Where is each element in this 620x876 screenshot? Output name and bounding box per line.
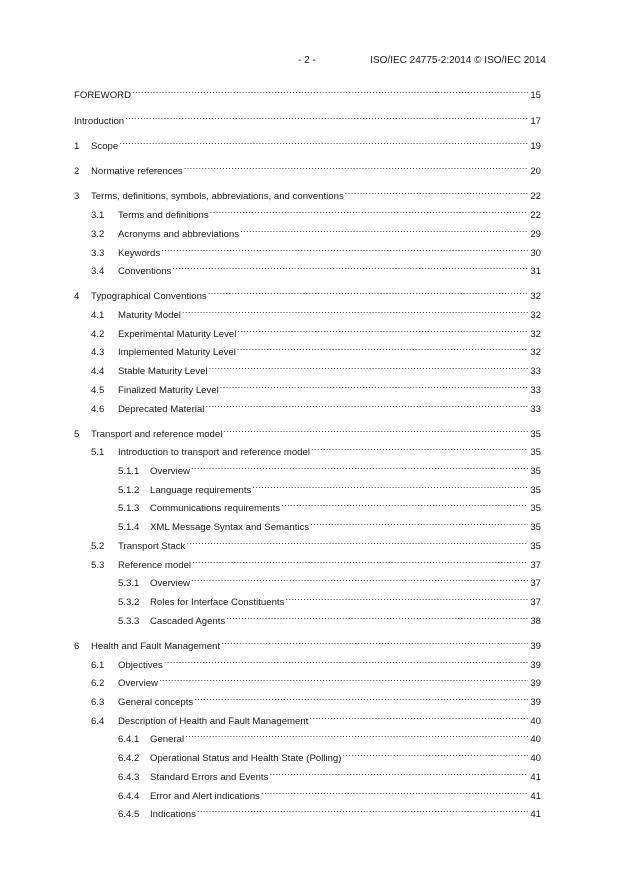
standard-designation: ISO/IEC 24775-2:2014 © ISO/IEC 2014 <box>370 55 546 66</box>
toc-entry-page: 41 <box>530 809 541 820</box>
toc-entry-title: Transport and reference model <box>91 429 223 440</box>
toc-entry[interactable] <box>91 654 541 671</box>
toc-entry-page: 35 <box>530 429 541 440</box>
toc-entry-page: 39 <box>530 641 541 652</box>
toc-entry-title: Operational Status and Health State (Polling) <box>150 753 342 764</box>
toc-entry-page: 35 <box>530 503 541 514</box>
toc-entry-number: 4.3 <box>91 347 105 358</box>
toc-entry-page: 35 <box>530 522 541 533</box>
toc-entry-page: 19 <box>530 141 541 152</box>
toc-leader <box>269 766 528 780</box>
toc-leader <box>184 160 528 174</box>
toc-leader <box>185 728 528 742</box>
toc-leader <box>237 323 528 337</box>
toc-entry[interactable] <box>91 242 541 259</box>
toc-entry-number: 2 <box>74 166 80 177</box>
toc-entry-page: 41 <box>530 772 541 783</box>
toc-entry-number: 5.1.1 <box>118 466 140 477</box>
toc-entry[interactable] <box>91 304 541 321</box>
toc-entry-number: 6.4.5 <box>118 809 140 820</box>
toc-entry-title: Overview <box>118 678 158 689</box>
toc-entry[interactable] <box>118 766 541 783</box>
toc-entry-page: 29 <box>530 229 541 240</box>
toc-entry[interactable] <box>91 398 541 415</box>
toc-entry[interactable] <box>74 110 541 127</box>
toc-entry-title: Description of Health and Fault Management <box>118 716 309 727</box>
toc-entry[interactable] <box>91 554 541 571</box>
toc-entry-page: 17 <box>530 116 541 127</box>
toc-entry[interactable] <box>74 423 541 440</box>
toc-entry-number: 5.1 <box>91 447 105 458</box>
toc-entry[interactable] <box>118 460 541 477</box>
toc-leader <box>220 379 528 393</box>
toc-entry-title: Stable Maturity Level <box>118 366 208 377</box>
toc-entry-page: 38 <box>530 616 541 627</box>
toc-entry-title: Roles for Interface Constituents <box>150 597 285 608</box>
toc-entry-title: Overview <box>150 578 190 589</box>
toc-leader <box>208 285 528 299</box>
toc-entry-title: Health and Fault Management <box>91 641 221 652</box>
toc-leader <box>281 497 528 511</box>
toc-leader <box>172 260 528 274</box>
toc-leader <box>345 185 528 199</box>
toc-leader <box>119 135 528 149</box>
toc-leader <box>311 441 528 455</box>
toc-leader <box>210 204 528 218</box>
toc-entry-number: 5.1.4 <box>118 522 140 533</box>
toc-entry-page: 40 <box>530 753 541 764</box>
toc-entry[interactable] <box>74 84 541 101</box>
toc-entry-page: 37 <box>530 597 541 608</box>
toc-leader <box>209 360 528 374</box>
toc-entry[interactable] <box>91 379 541 396</box>
toc-entry-page: 32 <box>530 347 541 358</box>
toc-entry-title: Deprecated Material <box>118 404 205 415</box>
toc-entry[interactable] <box>118 803 541 820</box>
toc-entry-number: 6.4.3 <box>118 772 140 783</box>
toc-entry[interactable] <box>74 635 541 652</box>
toc-entry-title: Keywords <box>118 248 161 259</box>
toc-entry-title: Error and Alert indications <box>150 791 260 802</box>
toc-entry[interactable] <box>91 710 541 727</box>
toc-leader <box>159 672 528 686</box>
toc-leader <box>182 304 528 318</box>
toc-entry-page: 40 <box>530 734 541 745</box>
toc-leader <box>285 591 528 605</box>
toc-entry-title: General <box>150 734 185 745</box>
toc-leader <box>132 84 528 98</box>
toc-leader <box>191 572 528 586</box>
toc-entry-page: 22 <box>530 191 541 202</box>
toc-entry-page: 40 <box>530 716 541 727</box>
toc-entry[interactable] <box>118 516 541 533</box>
toc-entry[interactable] <box>91 204 541 221</box>
toc-entry-number: 4.6 <box>91 404 105 415</box>
toc-entry-page: 15 <box>530 90 541 101</box>
toc-entry-page: 39 <box>530 660 541 671</box>
toc-entry-page: 35 <box>530 466 541 477</box>
toc-entry-title: Maturity Model <box>118 310 181 321</box>
toc-leader <box>125 110 528 124</box>
toc-leader <box>191 460 528 474</box>
toc-leader <box>186 535 528 549</box>
toc-entry-number: 3 <box>74 191 80 202</box>
toc-entry-page: 32 <box>530 310 541 321</box>
toc-entry[interactable] <box>91 691 541 708</box>
toc-leader <box>226 610 528 624</box>
toc-leader <box>205 398 528 412</box>
toc-entry-number: 6 <box>74 641 80 652</box>
toc-entry-number: 3.1 <box>91 210 105 221</box>
toc-entry-page: 39 <box>530 678 541 689</box>
toc-entry[interactable] <box>91 323 541 340</box>
toc-entry-title: Introduction to transport and reference model <box>118 447 310 458</box>
page-header <box>0 55 620 71</box>
toc-entry-page: 32 <box>530 291 541 302</box>
toc-entry-number: 4.1 <box>91 310 105 321</box>
toc-entry-number: 4.2 <box>91 329 105 340</box>
toc-entry-title: Language requirements <box>150 485 252 496</box>
toc-entry-page: 22 <box>530 210 541 221</box>
toc-leader <box>161 242 528 256</box>
toc-entry-page: 20 <box>530 166 541 177</box>
toc-leader <box>310 516 528 530</box>
toc-entry-page: 33 <box>530 404 541 415</box>
toc-entry-number: 6.4.1 <box>118 734 140 745</box>
toc-entry-title: Experimental Maturity Level <box>118 329 237 340</box>
toc-entry-page: 32 <box>530 329 541 340</box>
toc-entry-number: 4.4 <box>91 366 105 377</box>
toc-entry[interactable] <box>91 360 541 377</box>
toc-leader <box>194 691 528 705</box>
toc-entry[interactable] <box>118 572 541 589</box>
toc-entry-title: Cascaded Agents <box>150 616 226 627</box>
toc-entry[interactable] <box>118 728 541 745</box>
toc-entry[interactable] <box>91 223 541 240</box>
toc-entry-number: 3.2 <box>91 229 105 240</box>
toc-leader <box>261 785 528 799</box>
toc-entry[interactable] <box>74 285 541 302</box>
toc-entry[interactable] <box>91 260 541 277</box>
toc-entry[interactable] <box>74 160 541 177</box>
toc-entry-number: 5.1.2 <box>118 485 140 496</box>
toc-entry[interactable] <box>118 610 541 627</box>
toc-entry-title: Terms, definitions, symbols, abbreviations, and conventions <box>91 191 344 202</box>
toc-entry-number: 5.2 <box>91 541 105 552</box>
toc-entry[interactable] <box>118 785 541 802</box>
page-number: - 2 - <box>298 55 316 66</box>
toc-entry[interactable] <box>74 185 541 202</box>
toc-leader <box>221 635 528 649</box>
toc-entry-number: 3.4 <box>91 266 105 277</box>
toc-entry-page: 37 <box>530 560 541 571</box>
toc-entry-number: 6.4 <box>91 716 105 727</box>
toc-entry-number: 6.4.4 <box>118 791 140 802</box>
toc-entry-number: 6.1 <box>91 660 105 671</box>
toc-entry-title: Typographical Conventions <box>91 291 207 302</box>
toc-entry-number: 5.3.3 <box>118 616 140 627</box>
toc-entry-title: Scope <box>91 141 119 152</box>
toc-entry-number: 4 <box>74 291 80 302</box>
toc-entry-page: 35 <box>530 485 541 496</box>
toc-entry[interactable] <box>118 747 541 764</box>
toc-entry-title: Acronyms and abbreviations <box>118 229 240 240</box>
toc-entry-number: 5.1.3 <box>118 503 140 514</box>
toc-entry-title: Objectives <box>118 660 163 671</box>
toc-entry-title: Overview <box>150 466 190 477</box>
toc-entry[interactable] <box>118 591 541 608</box>
toc-entry-page: 33 <box>530 385 541 396</box>
toc-entry-page: 30 <box>530 248 541 259</box>
toc-leader <box>164 654 528 668</box>
toc-entry-number: 4.5 <box>91 385 105 396</box>
toc-entry-title: Standard Errors and Events <box>150 772 269 783</box>
toc-entry-title: Conventions <box>118 266 172 277</box>
toc-leader <box>309 710 528 724</box>
toc-entry-page: 41 <box>530 791 541 802</box>
toc-entry-number: 6.2 <box>91 678 105 689</box>
toc-entry-title: XML Message Syntax and Semantics <box>150 522 310 533</box>
toc-leader <box>342 747 528 761</box>
toc-entry-title: Communications requirements <box>150 503 281 514</box>
toc-entry-number: 5.3 <box>91 560 105 571</box>
toc-entry[interactable] <box>118 497 541 514</box>
toc-entry[interactable] <box>118 479 541 496</box>
toc-entry-title: Implemented Maturity Level <box>118 347 236 358</box>
toc-entry[interactable] <box>91 672 541 689</box>
toc-entry-page: 39 <box>530 697 541 708</box>
toc-entry-page: 33 <box>530 366 541 377</box>
toc-entry-title: General concepts <box>118 697 194 708</box>
toc-entry-title: Introduction <box>74 116 125 127</box>
toc-entry[interactable] <box>91 341 541 358</box>
toc-leader <box>197 803 528 817</box>
toc-entry-number: 5.3.2 <box>118 597 140 608</box>
toc-entry[interactable] <box>91 441 541 458</box>
toc-leader <box>223 423 528 437</box>
toc-entry-number: 6.4.2 <box>118 753 140 764</box>
toc-entry-title: Terms and definitions <box>118 210 209 221</box>
toc-entry-number: 1 <box>74 141 80 152</box>
toc-leader <box>237 341 528 355</box>
toc-entry-number: 3.3 <box>91 248 105 259</box>
toc-entry-title: Indications <box>150 809 196 820</box>
toc-entry-title: Transport Stack <box>118 541 186 552</box>
toc-entry-number: 5 <box>74 429 80 440</box>
toc-entry-page: 31 <box>530 266 541 277</box>
toc-entry-title: Normative references <box>91 166 183 177</box>
toc-entry-title: Finalized Maturity Level <box>118 385 219 396</box>
toc-entry-title: Reference model <box>118 560 192 571</box>
toc-entry-title: FOREWORD <box>74 90 132 101</box>
toc-entry[interactable] <box>91 535 541 552</box>
toc-leader <box>252 479 528 493</box>
toc-entry-page: 35 <box>530 447 541 458</box>
toc-entry-page: 37 <box>530 578 541 589</box>
toc-leader <box>240 223 528 237</box>
toc-entry[interactable] <box>74 135 541 152</box>
toc-entry-number: 6.3 <box>91 697 105 708</box>
toc-entry-page: 35 <box>530 541 541 552</box>
toc-leader <box>192 554 528 568</box>
toc-entry-number: 5.3.1 <box>118 578 140 589</box>
